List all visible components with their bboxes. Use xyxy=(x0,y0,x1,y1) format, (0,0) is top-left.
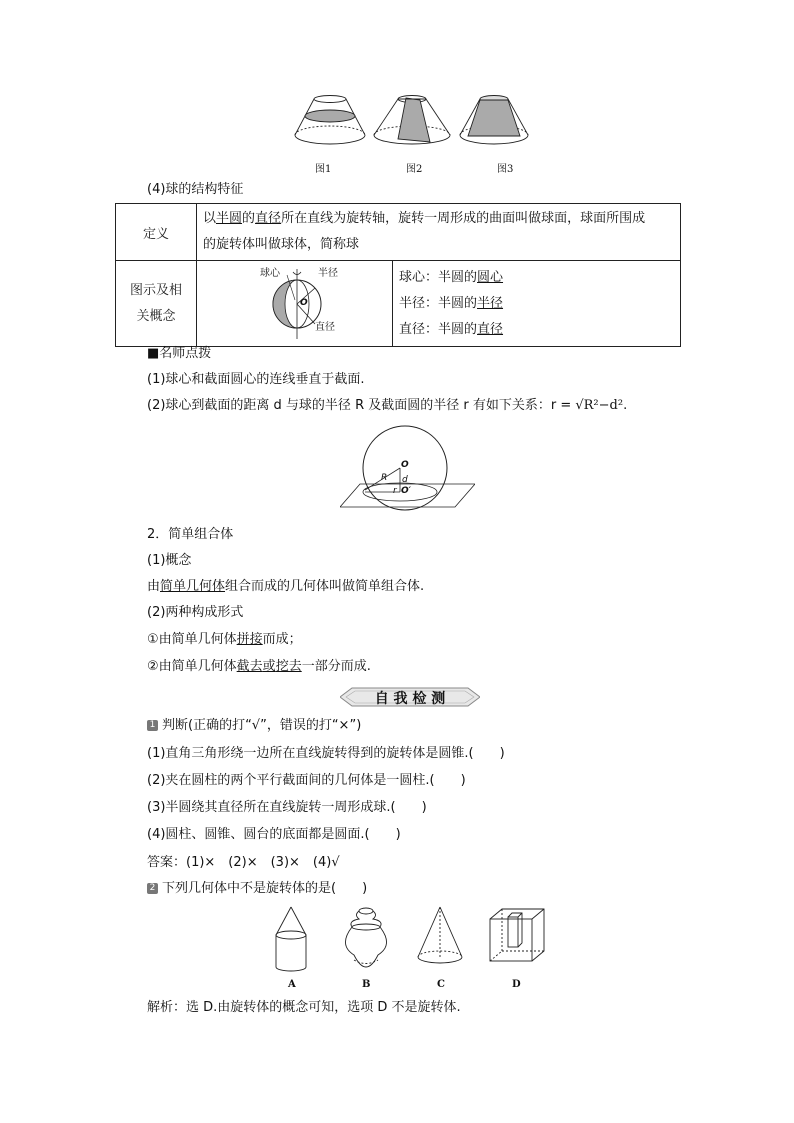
self-check-banner: 自 我 检 测 xyxy=(340,686,480,708)
frustum-figures xyxy=(280,92,530,154)
tip-item-1: (1)球心和截面圆心的连线垂直于截面. xyxy=(147,372,365,387)
concept-title: (1)概念 xyxy=(147,553,192,568)
q1-item-1: (1)直角三角形绕一边所在直线旋转得到的旋转体是圆锥.( ) xyxy=(147,746,505,761)
q1-item-2: (2)夹在圆柱的两个平行截面间的几何体是一圆柱.( ) xyxy=(147,773,466,788)
label-sphere-r: r xyxy=(393,486,397,496)
sphere-concepts-cell xyxy=(393,261,681,347)
concept-text: 由简单几何体组合而成的几何体叫做简单组合体. xyxy=(147,579,425,594)
frustum-figure-3 xyxy=(460,96,528,145)
label-sphere-d: d xyxy=(402,475,408,485)
concept-diameter: 直径：半圆的直径 xyxy=(399,321,504,337)
definition-line-2: 的旋转体叫做球体，简称球 xyxy=(203,237,360,252)
form-2: ②由简单几何体截去或挖去一部分而成. xyxy=(147,659,371,674)
sphere-diagram-cell xyxy=(197,261,393,347)
definition-line-1: 以半圆的直径所在直线为旋转轴，旋转一周形成的曲面叫做球面，球面所围成 xyxy=(203,211,646,226)
formula: √R²−d² xyxy=(575,398,624,413)
figure-label-2: 图2 xyxy=(406,164,423,175)
label-o: O xyxy=(300,298,308,308)
option-a-solid xyxy=(276,907,306,971)
option-b-label: B xyxy=(362,979,371,990)
concept-center: 球心：半圆的圆心 xyxy=(399,269,504,285)
option-d-label: D xyxy=(512,979,521,990)
q2: 2 下列几何体中不是旋转体的是( ) xyxy=(147,880,367,898)
sphere-feature-table xyxy=(115,203,681,347)
option-d-solid xyxy=(490,909,544,961)
section2-title: 2．简单组合体 xyxy=(147,527,234,542)
tip-item-2: (2)球心到截面的距离 d 与球的半径 R 及截面圆的半径 r 有如下关系：r = √R²−d². xyxy=(147,398,628,413)
table-head-diagram: 图示及相 关概念 xyxy=(116,261,197,347)
option-a-label: A xyxy=(288,979,296,990)
figure-label-3: 图3 xyxy=(497,164,514,175)
q2-solution: 解析：选 D.由旋转体的概念可知，选项 D 不是旋转体. xyxy=(147,1000,461,1015)
label-sphere-center: 球心 xyxy=(260,268,280,279)
label-sphere-R: R xyxy=(381,473,388,483)
label-radius: 半径 xyxy=(318,268,338,279)
q2-number: 2 xyxy=(147,883,158,894)
q1: 1 判断(正确的打“√”，错误的打“×”) xyxy=(147,717,361,735)
label-sphere-O: O xyxy=(401,460,409,470)
option-b-solid xyxy=(345,908,386,967)
sphere-section-figure xyxy=(340,424,475,519)
option-c-label: C xyxy=(437,979,445,990)
q1-answer: 答案：(1)× (2)× (3)× (4)√ xyxy=(147,855,340,870)
figure-label-1: 图1 xyxy=(315,164,332,175)
option-solids xyxy=(268,905,558,977)
section4-title: (4)球的结构特征 xyxy=(147,182,244,197)
tips-title: ■名师点拨 xyxy=(147,346,212,361)
form-1: ①由简单几何体拼接而成； xyxy=(147,632,302,647)
frustum-figure-1 xyxy=(295,96,365,145)
q1-number: 1 xyxy=(147,720,158,731)
table-head-definition: 定义 xyxy=(116,204,197,261)
option-c-solid xyxy=(418,907,462,963)
sphere-diagram xyxy=(197,261,392,342)
q1-item-4: (4)圆柱、圆锥、圆台的底面都是圆面.( ) xyxy=(147,827,401,842)
concept-radius: 半径：半圆的半径 xyxy=(399,295,504,311)
forms-title: (2)两种构成形式 xyxy=(147,605,244,620)
frustum-figure-2 xyxy=(374,96,450,145)
q1-item-3: (3)半圆绕其直径所在直线旋转一周形成球.( ) xyxy=(147,800,427,815)
label-sphere-O-prime: O′ xyxy=(401,486,412,496)
label-diameter: 直径 xyxy=(315,322,335,333)
table-definition-cell xyxy=(197,204,681,261)
